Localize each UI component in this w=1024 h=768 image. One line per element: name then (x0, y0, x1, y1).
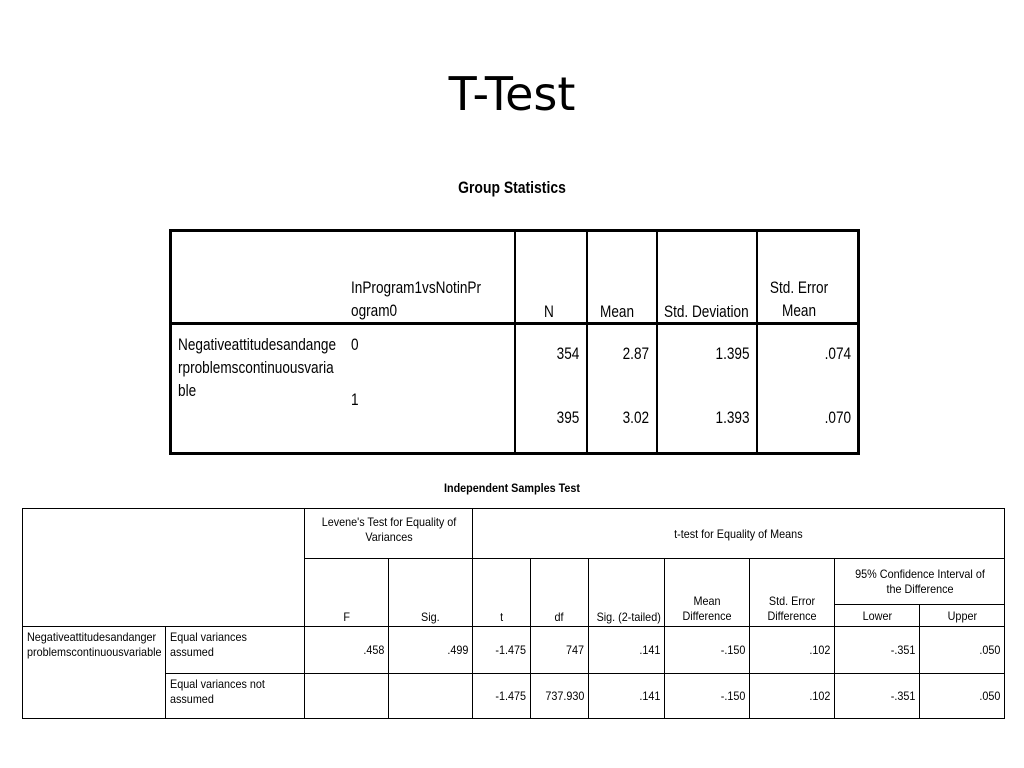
group-cell: 0 (350, 335, 359, 354)
lower-cell: -.351 (835, 674, 920, 719)
upper-cell: .050 (920, 674, 1005, 719)
sig-cell (389, 674, 473, 719)
upper-header: Upper (920, 605, 1005, 627)
n-header: N (515, 231, 587, 324)
row-label: Equal variances not assumed (166, 674, 305, 719)
slide-title: T-Test (448, 67, 576, 121)
n-cell: 395 (515, 384, 587, 454)
table-row (23, 627, 1005, 674)
f-cell (305, 674, 389, 719)
mean-cell: 2.87 (587, 324, 657, 384)
lower-header: Lower (835, 605, 920, 627)
group-statistics-caption: Group Statistics (458, 178, 566, 197)
mean-difference-header: Mean Difference (665, 559, 750, 627)
mean-cell: 3.02 (587, 384, 657, 454)
std-error-mean-cell: .074 (757, 324, 859, 384)
std-error-difference-cell: .102 (750, 627, 835, 674)
std-error-mean-header: Std. Error Mean (757, 231, 859, 324)
levene-header: Levene's Test for Equality of Variances (305, 509, 473, 559)
sig-2tailed-cell: .141 (589, 674, 665, 719)
independent-samples-test-caption: Independent Samples Test (443, 481, 581, 495)
mean-header: Mean (587, 231, 657, 324)
sig-cell: .499 (389, 627, 473, 674)
df-cell: 747 (531, 627, 589, 674)
std-deviation-cell: 1.395 (657, 324, 757, 384)
mean-difference-cell: -.150 (665, 627, 750, 674)
group-statistics-header-row (171, 231, 859, 324)
ttest-header: t-test for Equality of Means (473, 509, 1005, 559)
independent-samples-test-table (22, 508, 1005, 719)
df-header: df (531, 559, 589, 627)
table-row (23, 674, 1005, 719)
t-cell: -1.475 (473, 627, 531, 674)
variable-label: Negativeattitudesandangerproblemscontinuousvariable (23, 627, 166, 719)
n-cell: 354 (515, 324, 587, 384)
std-deviation-header: Std. Deviation (657, 231, 757, 324)
empty-header (23, 509, 305, 605)
variable-header (171, 231, 345, 324)
sig-header: Sig. (389, 559, 473, 627)
group-statistics-table (169, 229, 860, 455)
mean-difference-cell: -.150 (665, 674, 750, 719)
std-error-mean-cell: .070 (757, 384, 859, 454)
variable-label: Negativeattitudesandangerproblemscontinuousvariable (171, 324, 345, 454)
std-deviation-cell: 1.393 (657, 384, 757, 454)
group-cell: 1 (345, 384, 515, 454)
sig-2tailed-header: Sig. (2-tailed) (589, 559, 665, 627)
row-label: Equal variances assumed (166, 627, 305, 674)
independent-test-header-row-1 (23, 509, 1005, 559)
t-cell: -1.475 (473, 674, 531, 719)
std-error-difference-header: Std. Error Difference (750, 559, 835, 627)
sig-2tailed-cell: .141 (589, 627, 665, 674)
upper-cell: .050 (920, 627, 1005, 674)
ci-header: 95% Confidence Interval of the Difference (835, 559, 1005, 605)
f-header: F (305, 559, 389, 627)
f-cell: .458 (305, 627, 389, 674)
grouping-header: InProgram1vsNotinProgram0 (345, 231, 515, 324)
df-cell: 737.930 (531, 674, 589, 719)
table-row (171, 324, 859, 384)
t-header: t (473, 559, 531, 627)
empty-header (23, 605, 305, 627)
std-error-difference-cell: .102 (750, 674, 835, 719)
lower-cell: -.351 (835, 627, 920, 674)
